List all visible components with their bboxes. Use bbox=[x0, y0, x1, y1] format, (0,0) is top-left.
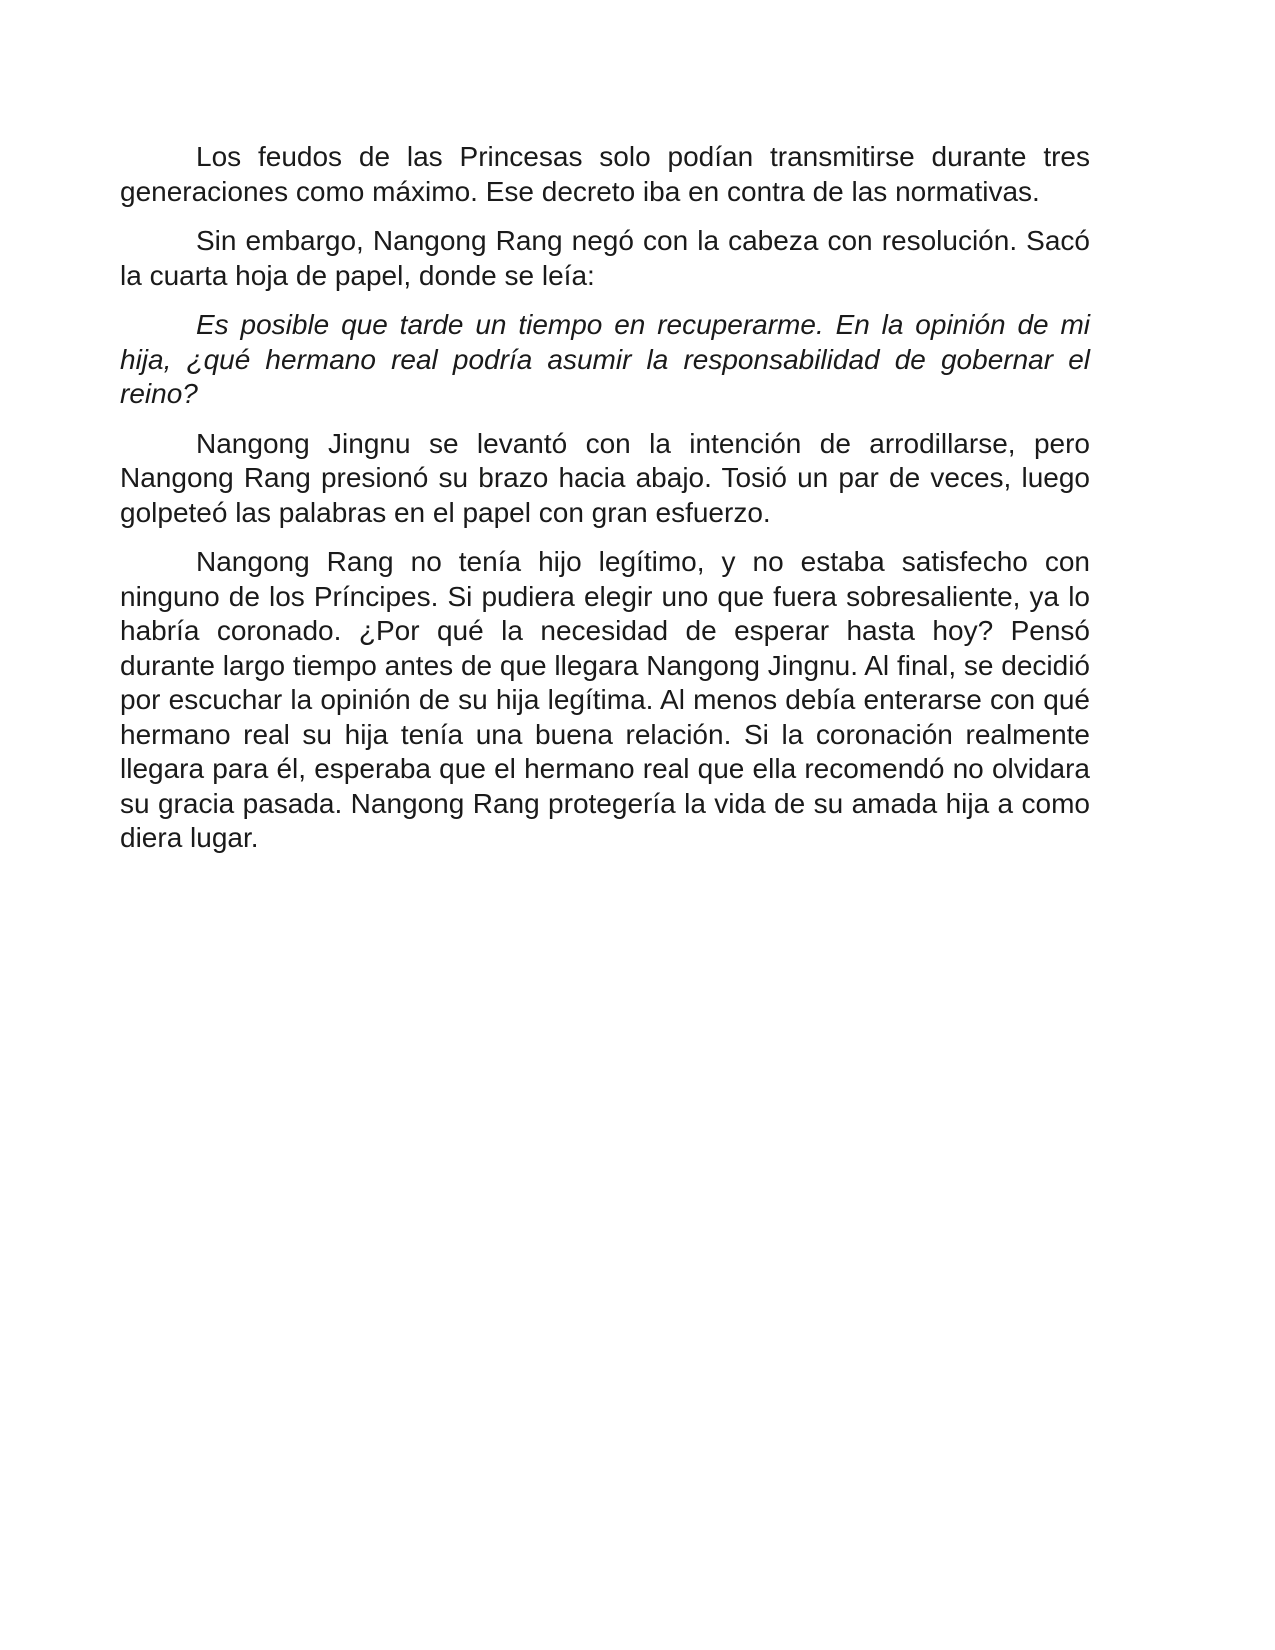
paragraph-1: Los feudos de las Princesas solo podían transmitirse durante tres generaciones como máximo. Ese decreto iba en contra de las normativas. bbox=[120, 141, 1090, 207]
paragraph-3-quoted-note: Es posible que tarde un tiempo en recuperarme. En la opinión de mi hija, ¿qué hermano real podría asumir la responsabilidad de gobernar el reino? bbox=[120, 309, 1090, 409]
paragraph-2: Sin embargo, Nangong Rang negó con la cabeza con resolución. Sacó la cuarta hoja de papel, donde se leía: bbox=[120, 225, 1090, 291]
paragraph-5: Nangong Rang no tenía hijo legítimo, y no estaba satisfecho con ninguno de los Príncipes. Si pudiera elegir uno que fuera sobresaliente, ya lo habría coronado. ¿Por qué la necesidad de esperar hasta hoy? Pensó durante largo tiempo antes de que llegara Nangong Jingnu. Al final, se decidió por escuchar la opinión de su hija legítima. Al menos debía enterarse con qué hermano real su hija tenía una buena relación. Si la coronación realmente llegara para él, esperaba que el hermano real que ella recomendó no olvidara su gracia pasada. Nangong Rang protegería la vida de su amada hija a como diera lugar. bbox=[120, 546, 1090, 853]
body-text bbox=[120, 140, 1090, 871]
paragraph-4: Nangong Jingnu se levantó con la intención de arrodillarse, pero Nangong Rang presionó su brazo hacia abajo. Tosió un par de veces, luego golpeteó las palabras en el papel con gran esfuerzo. bbox=[120, 427, 1090, 528]
